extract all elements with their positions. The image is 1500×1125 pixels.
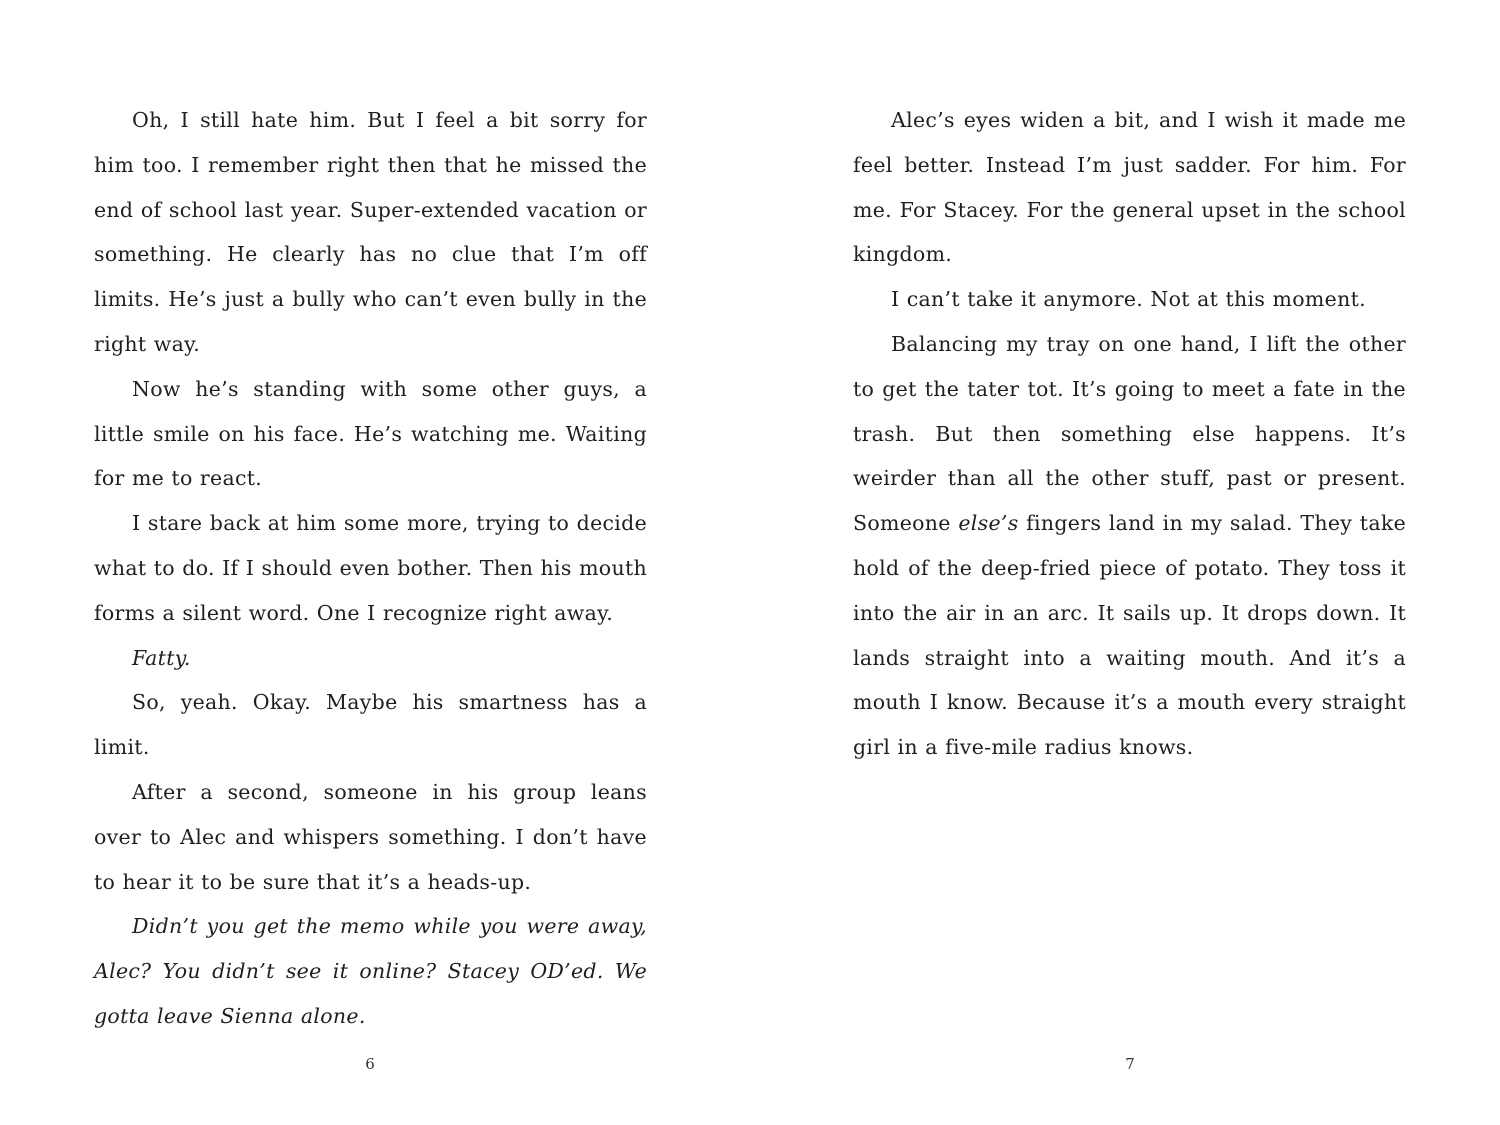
italic-paragraph: Fatty. [132,645,191,670]
italic-paragraph: Didn’t you get the memo while you were away, Alec? You didn’t see it online? Stacey OD’ed. We gotta leave Sienna alone. [94,914,647,1028]
paragraph: Now he’s standing with some other guys, a little smile on his face. He’s watching me. Waiting for me to react. [94,376,647,491]
left-page [94,98,647,1039]
paragraph: After a second, someone in his group leans over to Alec and whispers something. I don’t have to hear it to be sure that it’s a heads-up. [94,779,647,894]
right-page [853,98,1406,770]
paragraph: Alec’s eyes widen a bit, and I wish it made me feel better. Instead I’m just sadder. For him. For me. For Stacey. For the general upset in the school kingdom. [853,108,1406,267]
paragraph: I stare back at him some more, trying to decide what to do. If I should even bother. Then his mouth forms a silent word. One I recognize right away. [94,511,647,625]
paragraph: Oh, I still hate him. But I feel a bit sorry for him too. I remember right then that he missed the end of school last year. Super-extended vacation or something. He clearly has no clue that I’m off limits. He’s just a bully who can’t even bully in the right way. [94,108,647,356]
emphasized-word: else’s [958,511,1019,536]
paragraph: So, yeah. Okay. Maybe his smartness has a limit. [94,690,647,760]
paragraph [853,322,1406,770]
paragraph: I can’t take it anymore. Not at this moment. [891,287,1366,312]
paragraph-text: fingers land in my salad. They take hold of the deep-fried piece of potato. They toss it into the air in an arc. It sails up. It drops down. It lands straight into a waiting mouth. And it’s a mouth I know. Because it’s a mouth every straight girl in a five-mile radius knows. [853,511,1406,760]
page-number-left: 6 [365,1055,375,1073]
page-number-right: 7 [1125,1055,1135,1073]
paragraph-text: Balancing my tray on one hand, I lift the other to get the tater tot. It’s going to meet a fate in the trash. But then something else happens. It’s weirder than all the other stuff, past or present. Someone [853,331,1406,536]
